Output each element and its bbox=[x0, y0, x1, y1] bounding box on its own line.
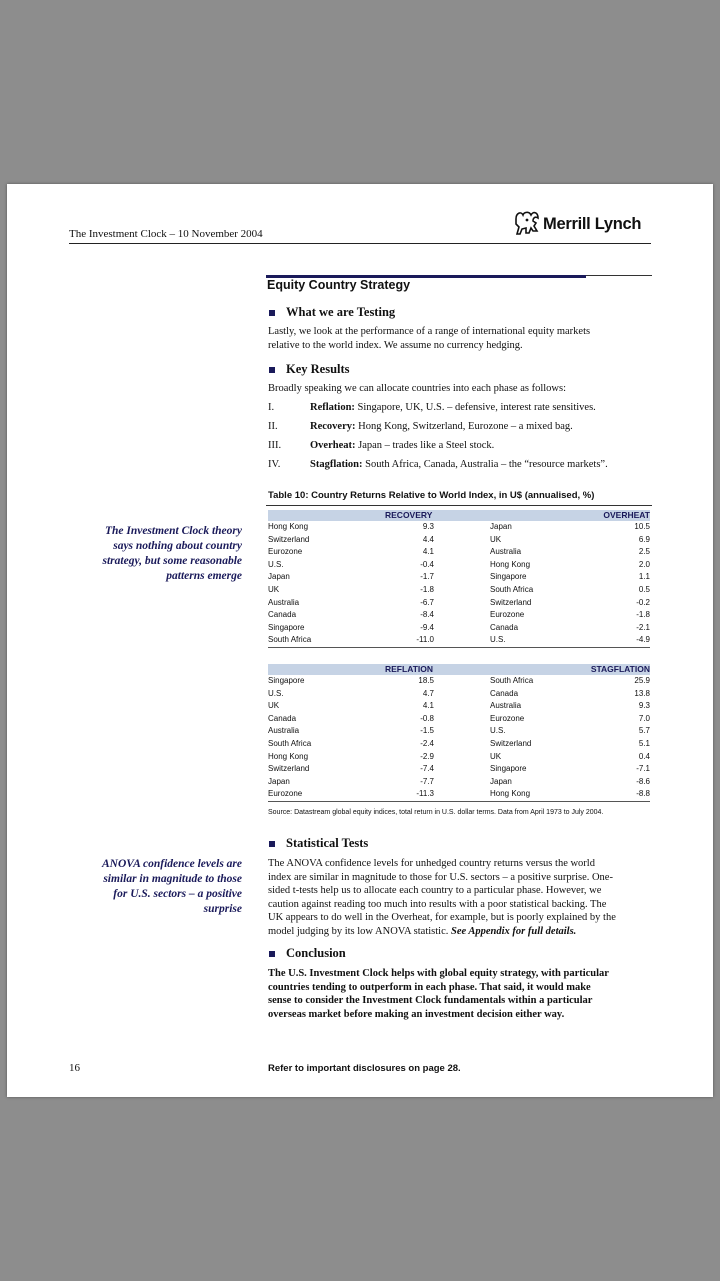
table-source: Source: Datastream global equity indices, total return in U.S. dollar terms. Data from April 1973 to July 2004. bbox=[268, 809, 604, 816]
table-row bbox=[268, 534, 650, 547]
table-row bbox=[268, 700, 650, 713]
country-cell: U.S. bbox=[268, 559, 284, 569]
value-cell: 5.1 bbox=[638, 738, 650, 748]
value-cell: -2.4 bbox=[420, 738, 434, 748]
conclusion-paragraph: The U.S. Investment Clock helps with global equity strategy, with particular countries tending to outperform in each phase. That said, it would make sense to consider the Investment Clock fundamentals within a particular overseas market before making an investment decision either way. bbox=[268, 968, 609, 1020]
country-cell: Switzerland bbox=[490, 738, 532, 748]
country-cell: U.S. bbox=[268, 688, 284, 698]
value-cell: 6.9 bbox=[638, 534, 650, 544]
value-cell: 9.3 bbox=[422, 522, 434, 531]
table-row bbox=[268, 725, 650, 738]
table-row bbox=[268, 713, 650, 726]
country-cell: UK bbox=[490, 751, 502, 761]
country-cell: Australia bbox=[268, 597, 300, 607]
value-cell: 25.9 bbox=[634, 676, 650, 685]
table-row bbox=[268, 597, 650, 610]
table-row bbox=[268, 584, 650, 597]
statistical-tests-paragraph: The ANOVA confidence levels for unhedged country returns versus the world index are similar in magnitude to those for U.S. sectors – a positive surprise. One- sided t-tests help us to allocate each country to a particular phase. However, we caution against reading too much into results with a poor statistical backing. The UK appears to do well in the Overheat, for example, but is poorly explained by the model judging by its low ANOVA statistic. See Appendix for full details. bbox=[268, 858, 616, 937]
table-row bbox=[268, 622, 650, 635]
country-cell: Hong Kong bbox=[268, 751, 309, 761]
header-title: The Investment Clock – 10 November 2004 bbox=[69, 228, 263, 240]
value-cell: -9.4 bbox=[420, 622, 434, 632]
table-row bbox=[268, 763, 650, 776]
country-cell: U.S. bbox=[490, 726, 506, 736]
table-row bbox=[268, 634, 650, 647]
country-cell: Singapore bbox=[490, 764, 527, 774]
country-cell: Japan bbox=[268, 572, 290, 582]
country-cell: Singapore bbox=[268, 622, 305, 632]
heading-key-results: Key Results bbox=[269, 362, 350, 377]
appendix-reference: See Appendix for full details. bbox=[450, 925, 577, 937]
value-cell: -1.8 bbox=[636, 610, 650, 620]
country-cell: South Africa bbox=[490, 584, 534, 594]
heading-conclusion: Conclusion bbox=[269, 946, 346, 961]
country-cell: Eurozone bbox=[490, 610, 525, 620]
key-results-intro: Broadly speaking we can allocate countries into each phase as follows: bbox=[268, 383, 566, 394]
value-cell: 2.0 bbox=[638, 559, 650, 569]
value-cell: -11.3 bbox=[416, 789, 434, 799]
value-cell: -2.1 bbox=[636, 622, 650, 632]
value-cell: -1.8 bbox=[420, 584, 434, 594]
value-cell: -11.0 bbox=[416, 635, 434, 645]
table-row bbox=[268, 521, 650, 534]
side-note-anova: ANOVA confidence levels are similar in magnitude to those for U.S. sectors – a positive surprise bbox=[102, 858, 242, 915]
value-cell: 1.1 bbox=[638, 572, 650, 582]
country-cell: Eurozone bbox=[268, 789, 303, 799]
country-cell: Australia bbox=[490, 701, 522, 711]
country-cell: UK bbox=[490, 534, 502, 544]
value-cell: 0.5 bbox=[638, 584, 650, 594]
value-cell: 18.5 bbox=[418, 676, 434, 685]
country-cell: Singapore bbox=[490, 572, 527, 582]
country-cell: Hong Kong bbox=[490, 789, 531, 799]
table-row bbox=[268, 675, 650, 688]
table-panel-reflation-stagflation bbox=[268, 664, 650, 802]
country-cell: Australia bbox=[490, 547, 522, 557]
page-number: 16 bbox=[69, 1062, 80, 1074]
country-cell: Hong Kong bbox=[268, 522, 309, 531]
country-cell: Switzerland bbox=[268, 534, 310, 544]
country-cell: Eurozone bbox=[268, 547, 303, 557]
document-page: The Investment Clock – 10 November 2004 Merrill Lynch Equity Country Strategy What we are Testing Lastly, we look at the performance of a range of international equity markets relative to the world index. We assume no currency hedging. Key Results Broadly speaking we can allocate countries into each phase as follows: I. Reflation: Singapore, UK, U.S. – defensive, interest rate sensitives. II. Recovery: Hong Kong, Switzerland, Eurozone – a mixed bag. III. Overheat: Japan – trades like a Steel stock. IV. Stagflation: South Africa, Canada, Australia – the “resource markets”. The Investment Clock theory says nothing about country strategy, but some reasonable patterns emerge Table 10: Country Returns Relative to World Index, in U$ (annualised, %) RECOVERY OVERHEAT Hong Kong 9.3 Japan 10.5 Switzerland 4.4 UK 6.9 Eurozone 4.1 Australia 2.5 U.S. -0.4 Hong Kong 2.0 Japan -1.7 Singapore 1.1 UK -1.8 South Africa 0.5 Australia -6.7 Switzerland -0.2 Canada -8.4 Eurozone -1.8 Singapore -9.4 Canada -2.1 South Africa -11.0 U.S. -4.9 REFLATION STAGFLATION Singapore 18.5 South Africa 25.9 U.S. 4.7 Canada 13.8 UK 4.1 Australia 9.3 Canada -0.8 Eurozone 7.0 Australia -1.5 U.S. 5.7 South Africa -2.4 Switzerland 5.1 Hong Kong -2.9 UK 0.4 Switzerland -7.4 Singapore -7.1 Japan -7.7 Japan -8.6 Eurozone -11.3 Hong Kong -8.8 Source: Datastream global equity indices, total return in U.S. dollar terms. Data from April 1973 to July 2004. Statistical Tests ANOVA confidence levels are similar in magnitude to those for U.S. sectors – a positive surprise The ANOVA confidence levels for unhedged country returns versus the world index are similar in magnitude to those for U.S. sectors – a positive surprise. One- sided t-tests help us to allocate each country to a particular phase. However, we caution against reading too much into results with a poor statistical backing. The UK appears to do well in the Overheat, for example, but is poorly explained by the model judging by its low ANOVA statistic. See Appendix for full details. Conclusion The U.S. Investment Clock helps with global equity strategy, with particular countries tending to outperform in each phase. That said, it would make sense to consider the Investment Clock fundamentals within a particular overseas market before making an investment decision either way. 16 Refer to important disclosures on page 28. bbox=[7, 184, 713, 1097]
country-cell: Canada bbox=[490, 688, 519, 698]
country-cell: South Africa bbox=[268, 738, 312, 748]
table-row bbox=[268, 788, 650, 801]
value-cell: 13.8 bbox=[634, 688, 650, 698]
merrill-lynch-logo bbox=[513, 206, 641, 242]
value-cell: -6.7 bbox=[420, 597, 434, 607]
country-cell: Singapore bbox=[268, 676, 305, 685]
square-bullet-icon bbox=[269, 367, 275, 373]
value-cell: -1.7 bbox=[420, 572, 434, 582]
value-cell: -4.9 bbox=[636, 635, 650, 645]
country-cell: Switzerland bbox=[490, 597, 532, 607]
table-row bbox=[268, 738, 650, 751]
value-cell: 5.7 bbox=[638, 726, 650, 736]
table-row bbox=[268, 571, 650, 584]
value-cell: -8.6 bbox=[636, 776, 650, 786]
country-cell: Canada bbox=[490, 622, 519, 632]
value-cell: -0.8 bbox=[420, 713, 434, 723]
value-cell: -8.8 bbox=[636, 789, 650, 799]
country-cell: South Africa bbox=[268, 635, 312, 645]
country-cell: Canada bbox=[268, 713, 297, 723]
value-cell: -0.4 bbox=[420, 559, 434, 569]
country-cell: U.S. bbox=[490, 635, 506, 645]
country-cell: Canada bbox=[268, 610, 297, 620]
value-cell: 7.0 bbox=[638, 713, 650, 723]
value-cell: -0.2 bbox=[636, 597, 650, 607]
table-row bbox=[268, 688, 650, 701]
country-cell: Japan bbox=[268, 776, 290, 786]
testing-paragraph: Lastly, we look at the performance of a range of international equity markets relative to the world index. We assume no currency hedging. bbox=[268, 326, 591, 351]
value-cell: -7.7 bbox=[420, 776, 434, 786]
value-cell: -8.4 bbox=[420, 610, 434, 620]
value-cell: 9.3 bbox=[638, 701, 650, 711]
value-cell: 4.4 bbox=[422, 534, 434, 544]
section-title: Equity Country Strategy bbox=[267, 278, 411, 292]
country-cell: Eurozone bbox=[490, 713, 525, 723]
table-row bbox=[268, 609, 650, 622]
country-cell: Hong Kong bbox=[490, 559, 531, 569]
country-cell: Switzerland bbox=[268, 764, 310, 774]
table-header-row: RECOVERY OVERHEAT bbox=[268, 510, 650, 521]
side-note-clock-theory: The Investment Clock theory says nothing about country strategy, but some reasonable patterns emerge bbox=[102, 525, 242, 582]
value-cell: -7.1 bbox=[636, 764, 650, 774]
country-cell: UK bbox=[268, 584, 280, 594]
country-cell: UK bbox=[268, 701, 280, 711]
heading-statistical-tests: Statistical Tests bbox=[269, 836, 368, 851]
heading-what-we-are-testing: What we are Testing bbox=[269, 305, 395, 320]
value-cell: -2.9 bbox=[420, 751, 434, 761]
value-cell: -7.4 bbox=[420, 764, 434, 774]
country-cell: Japan bbox=[490, 522, 512, 531]
country-cell: Australia bbox=[268, 726, 300, 736]
value-cell: -1.5 bbox=[420, 726, 434, 736]
table-rule bbox=[266, 505, 652, 506]
disclosure-note: Refer to important disclosures on page 28. bbox=[268, 1063, 461, 1074]
table-row bbox=[268, 776, 650, 789]
table-title: Table 10: Country Returns Relative to World Index, in U$ (annualised, %) bbox=[268, 490, 595, 501]
value-cell: 0.4 bbox=[638, 751, 650, 761]
country-cell: South Africa bbox=[490, 676, 534, 685]
square-bullet-icon bbox=[269, 841, 275, 847]
table-row bbox=[268, 751, 650, 764]
table-bottom-rule bbox=[268, 647, 650, 648]
country-cell: Japan bbox=[490, 776, 512, 786]
table-header-row: REFLATION STAGFLATION bbox=[268, 664, 650, 675]
table-row bbox=[268, 559, 650, 572]
bull-icon bbox=[513, 209, 541, 239]
table-row bbox=[268, 546, 650, 559]
value-cell: 10.5 bbox=[634, 522, 650, 531]
value-cell: 2.5 bbox=[638, 547, 650, 557]
logo-text: Merrill Lynch bbox=[543, 214, 642, 233]
value-cell: 4.1 bbox=[422, 701, 434, 711]
table-panel-recovery-overheat bbox=[268, 510, 650, 648]
square-bullet-icon bbox=[269, 951, 275, 957]
table-bottom-rule bbox=[268, 801, 650, 802]
header-rule bbox=[69, 243, 651, 244]
square-bullet-icon bbox=[269, 310, 275, 316]
value-cell: 4.1 bbox=[422, 547, 434, 557]
value-cell: 4.7 bbox=[422, 688, 434, 698]
